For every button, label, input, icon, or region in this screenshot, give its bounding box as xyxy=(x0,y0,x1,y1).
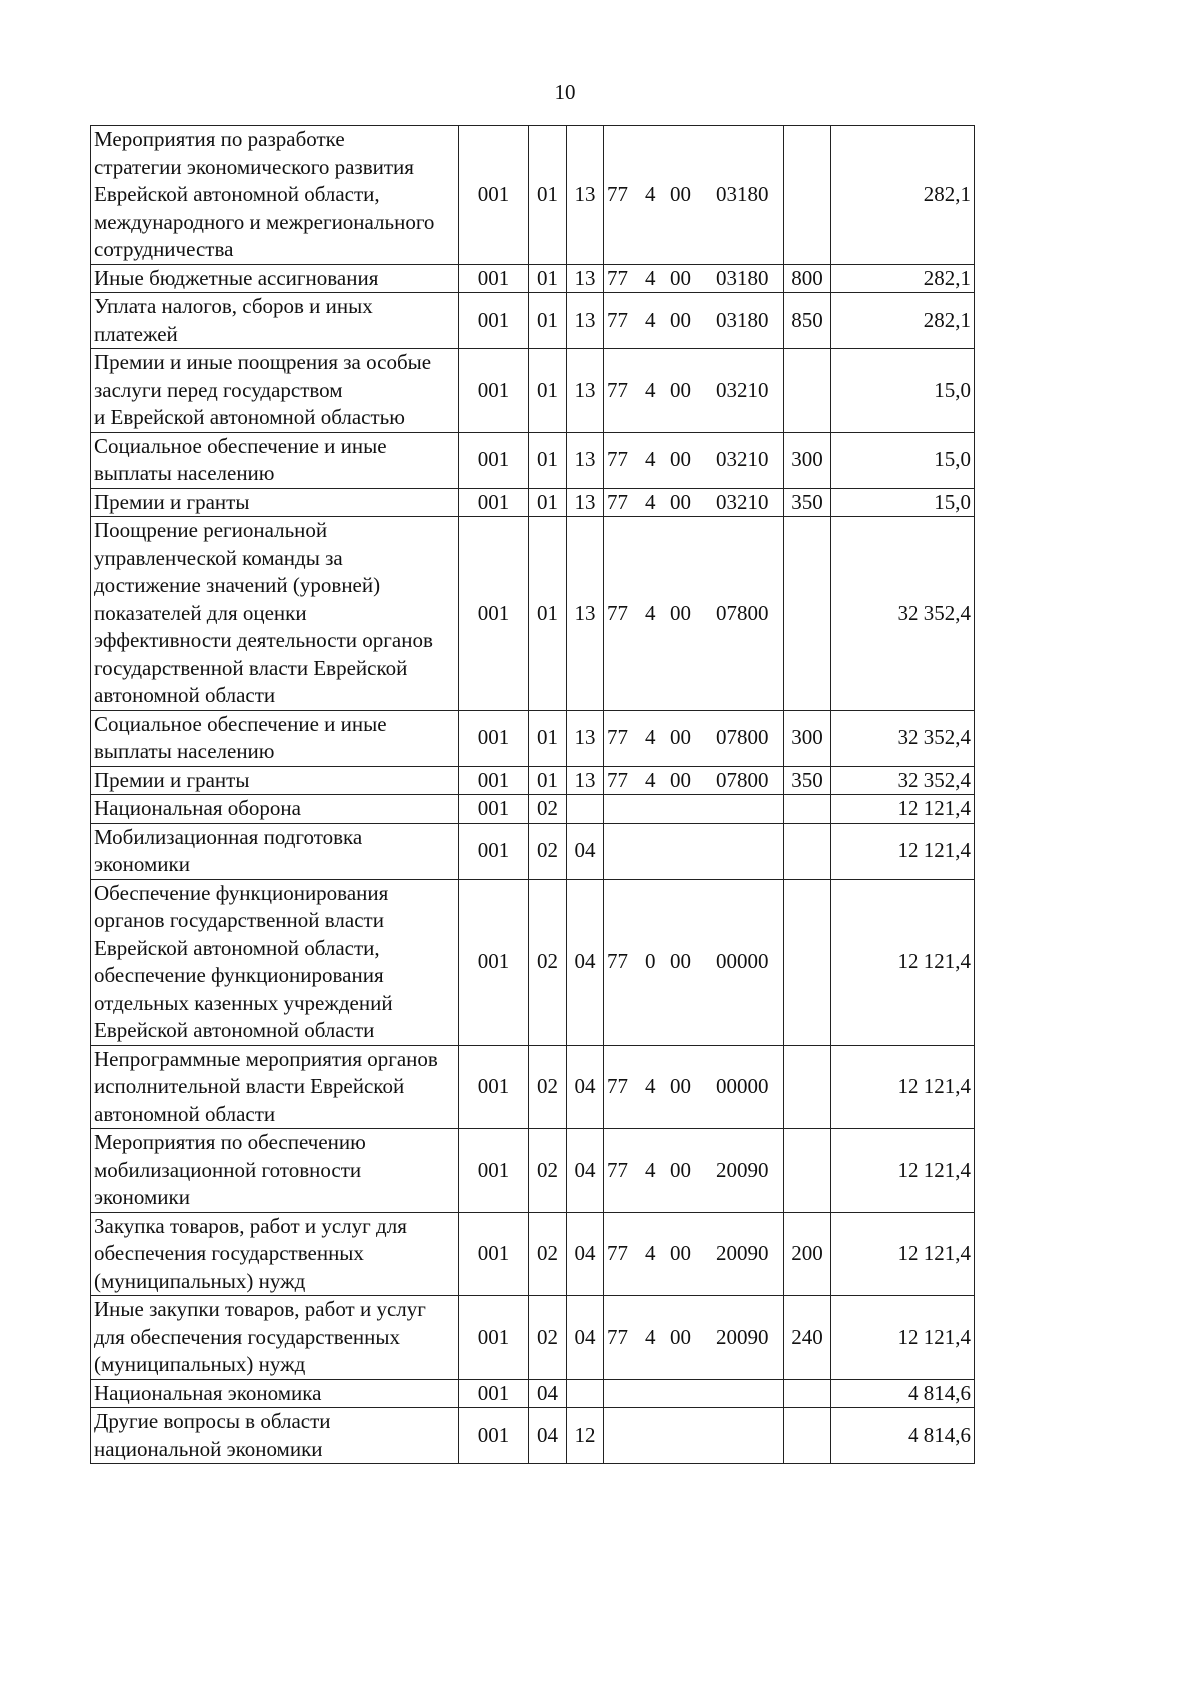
subsection-code-cell: 13 xyxy=(567,126,604,265)
target-article-part: 77 xyxy=(607,1324,628,1349)
section-code-cell: 01 xyxy=(529,264,567,293)
admin-code-cell: 001 xyxy=(459,823,529,879)
amount-cell: 12 121,4 xyxy=(831,879,975,1045)
target-article-cell xyxy=(604,710,784,766)
table-row xyxy=(91,293,975,349)
subsection-code-cell: 13 xyxy=(567,264,604,293)
target-article-part: 4 xyxy=(645,1324,656,1349)
expense-type-cell: 240 xyxy=(784,1296,831,1380)
item-name-cell xyxy=(91,126,459,265)
subsection-code-cell: 04 xyxy=(567,823,604,879)
target-article-cell xyxy=(604,488,784,517)
target-article-part: 20090 xyxy=(716,1241,769,1265)
table-row xyxy=(91,795,975,824)
admin-code-cell: 001 xyxy=(459,264,529,293)
target-article-part: 77 xyxy=(607,1157,628,1182)
amount-cell: 12 121,4 xyxy=(831,823,975,879)
admin-code-cell: 001 xyxy=(459,879,529,1045)
expense-type-cell xyxy=(784,1129,831,1213)
target-article-part: 07800 xyxy=(716,725,769,750)
target-article-part: 77 xyxy=(607,1074,628,1098)
expense-type-cell: 350 xyxy=(784,488,831,517)
subsection-code-cell: 13 xyxy=(567,766,604,795)
target-article-cell xyxy=(604,1212,784,1296)
item-name-line: достижение значений (уровней) xyxy=(94,573,381,597)
table-row xyxy=(91,1379,975,1408)
item-name-cell xyxy=(91,264,459,293)
amount-cell: 32 352,4 xyxy=(831,517,975,711)
admin-code-cell: 001 xyxy=(459,349,529,433)
admin-code-cell: 001 xyxy=(459,1379,529,1408)
target-article-part: 00 xyxy=(670,307,691,332)
section-code-cell: 01 xyxy=(529,766,567,795)
item-name-line: государственной власти Еврейской xyxy=(94,655,408,680)
admin-code-cell: 001 xyxy=(459,766,529,795)
section-code-cell: 04 xyxy=(529,1379,567,1408)
section-code-cell: 01 xyxy=(529,293,567,349)
target-article-part: 4 xyxy=(645,725,656,750)
target-article-part: 4 xyxy=(645,182,656,206)
target-article-part: 00000 xyxy=(716,1074,769,1098)
item-name-cell xyxy=(91,488,459,517)
target-article-part: 03180 xyxy=(716,307,769,332)
item-name-line: заслуги перед государством xyxy=(94,377,343,402)
subsection-code-cell: 04 xyxy=(567,1129,604,1213)
amount-cell: 12 121,4 xyxy=(831,1296,975,1380)
item-name-cell xyxy=(91,1045,459,1129)
target-article-cell xyxy=(604,766,784,795)
expense-type-cell xyxy=(784,1045,831,1129)
item-name-cell xyxy=(91,710,459,766)
expense-type-cell: 300 xyxy=(784,432,831,488)
item-name-line: Поощрение региональной xyxy=(94,518,328,542)
target-article-part: 00 xyxy=(670,1074,691,1098)
target-article-cell xyxy=(604,1379,784,1408)
expense-type-cell xyxy=(784,1379,831,1408)
target-article-cell xyxy=(604,432,784,488)
item-name-line: обеспечение функционирования xyxy=(94,963,384,987)
subsection-code-cell: 04 xyxy=(567,1045,604,1129)
item-name-line: Мероприятия по разработке xyxy=(94,127,345,151)
item-name-line: Непрограммные мероприятия органов xyxy=(94,1046,438,1071)
item-name-line: выплаты населению xyxy=(94,739,275,763)
target-article-part: 4 xyxy=(645,265,656,290)
subsection-code-cell: 04 xyxy=(567,1296,604,1380)
amount-cell: 15,0 xyxy=(831,349,975,433)
amount-cell: 12 121,4 xyxy=(831,1045,975,1129)
target-article-part: 77 xyxy=(607,949,628,974)
item-name-line: Обеспечение функционирования xyxy=(94,880,389,905)
target-article-part: 4 xyxy=(645,767,656,792)
subsection-code-cell: 13 xyxy=(567,710,604,766)
admin-code-cell: 001 xyxy=(459,1129,529,1213)
amount-cell: 4 814,6 xyxy=(831,1379,975,1408)
expense-type-cell xyxy=(784,823,831,879)
target-article-part: 4 xyxy=(645,447,656,472)
item-name-line: эффективности деятельности органов xyxy=(94,628,433,652)
item-name-line: Мероприятия по обеспечению xyxy=(94,1130,366,1154)
section-code-cell: 01 xyxy=(529,432,567,488)
target-article-part: 03180 xyxy=(716,182,769,206)
target-article-part: 03210 xyxy=(716,377,769,402)
target-article-part: 77 xyxy=(607,447,628,472)
item-name-line: платежей xyxy=(94,321,178,346)
item-name-line: автономной области xyxy=(94,1101,276,1126)
target-article-part: 4 xyxy=(645,1074,656,1098)
item-name-line: международного и межрегионального xyxy=(94,209,435,234)
target-article-cell xyxy=(604,1129,784,1213)
amount-cell: 12 121,4 xyxy=(831,1212,975,1296)
admin-code-cell: 001 xyxy=(459,1296,529,1380)
item-name-line: Национальная экономика xyxy=(94,1380,322,1405)
item-name-cell xyxy=(91,1296,459,1380)
table-row xyxy=(91,349,975,433)
item-name-cell xyxy=(91,1129,459,1213)
item-name-cell xyxy=(91,879,459,1045)
target-article-part: 77 xyxy=(607,265,628,290)
amount-cell: 15,0 xyxy=(831,488,975,517)
target-article-part: 77 xyxy=(607,600,628,625)
item-name-line: (муниципальных) нужд xyxy=(94,1268,306,1293)
target-article-part: 03210 xyxy=(716,447,769,472)
item-name-cell xyxy=(91,795,459,824)
target-article-part: 00 xyxy=(670,489,691,514)
table-row xyxy=(91,766,975,795)
amount-cell: 15,0 xyxy=(831,432,975,488)
table-row xyxy=(91,1045,975,1129)
section-code-cell: 02 xyxy=(529,1296,567,1380)
target-article-part: 4 xyxy=(645,307,656,332)
target-article-cell xyxy=(604,795,784,824)
item-name-cell xyxy=(91,432,459,488)
section-code-cell: 02 xyxy=(529,1045,567,1129)
target-article-part: 00 xyxy=(670,600,691,625)
item-name-line: экономики xyxy=(94,1185,190,1209)
table-row xyxy=(91,264,975,293)
expense-type-cell: 300 xyxy=(784,710,831,766)
item-name-line: и Еврейской автономной областью xyxy=(94,405,405,429)
target-article-part: 03210 xyxy=(716,489,769,514)
expense-type-cell xyxy=(784,349,831,433)
item-name-cell xyxy=(91,766,459,795)
table-row xyxy=(91,488,975,517)
expense-type-cell xyxy=(784,879,831,1045)
subsection-code-cell: 13 xyxy=(567,293,604,349)
subsection-code-cell xyxy=(567,1379,604,1408)
target-article-part: 20090 xyxy=(716,1324,769,1349)
table-row xyxy=(91,1212,975,1296)
table-row xyxy=(91,1408,975,1464)
expense-type-cell: 350 xyxy=(784,766,831,795)
amount-cell: 12 121,4 xyxy=(831,1129,975,1213)
admin-code-cell: 001 xyxy=(459,126,529,265)
admin-code-cell: 001 xyxy=(459,1045,529,1129)
admin-code-cell: 001 xyxy=(459,517,529,711)
amount-cell: 282,1 xyxy=(831,293,975,349)
target-article-part: 00 xyxy=(670,1241,691,1265)
item-name-line: автономной области xyxy=(94,683,276,707)
item-name-line: отдельных казенных учреждений xyxy=(94,990,393,1015)
target-article-part: 00 xyxy=(670,1157,691,1182)
section-code-cell: 02 xyxy=(529,795,567,824)
target-article-part: 00 xyxy=(670,265,691,290)
item-name-line: Еврейской автономной области, xyxy=(94,935,380,960)
section-code-cell: 01 xyxy=(529,126,567,265)
amount-cell: 12 121,4 xyxy=(831,795,975,824)
target-article-part: 4 xyxy=(645,377,656,402)
item-name-line: Еврейской автономной области, xyxy=(94,182,380,206)
target-article-cell xyxy=(604,823,784,879)
item-name-line: экономики xyxy=(94,852,190,876)
target-article-part: 00 xyxy=(670,767,691,792)
budget-table-body xyxy=(91,126,975,1464)
section-code-cell: 01 xyxy=(529,488,567,517)
item-name-line: национальной экономики xyxy=(94,1436,323,1461)
subsection-code-cell xyxy=(567,795,604,824)
subsection-code-cell: 13 xyxy=(567,432,604,488)
item-name-line: Иные закупки товаров, работ и услуг xyxy=(94,1297,426,1321)
table-row xyxy=(91,879,975,1045)
subsection-code-cell: 13 xyxy=(567,517,604,711)
target-article-cell xyxy=(604,349,784,433)
target-article-part: 00 xyxy=(670,377,691,402)
item-name-line: Иные бюджетные ассигнования xyxy=(94,265,379,290)
amount-cell: 282,1 xyxy=(831,264,975,293)
item-name-line: Уплата налогов, сборов и иных xyxy=(94,294,373,318)
item-name-line: Закупка товаров, работ и услуг для xyxy=(94,1213,407,1238)
item-name-cell xyxy=(91,517,459,711)
target-article-cell xyxy=(604,264,784,293)
table-row xyxy=(91,517,975,711)
target-article-part: 00 xyxy=(670,1324,691,1349)
expense-type-cell xyxy=(784,126,831,265)
subsection-code-cell: 13 xyxy=(567,488,604,517)
item-name-line: обеспечения государственных xyxy=(94,1241,364,1265)
item-name-line: Премии и иные поощрения за особые xyxy=(94,350,432,374)
section-code-cell: 04 xyxy=(529,1408,567,1464)
table-row xyxy=(91,823,975,879)
admin-code-cell: 001 xyxy=(459,710,529,766)
item-name-line: Другие вопросы в области xyxy=(94,1409,331,1433)
target-article-part: 07800 xyxy=(716,767,769,792)
target-article-part: 77 xyxy=(607,767,628,792)
table-row xyxy=(91,710,975,766)
amount-cell: 32 352,4 xyxy=(831,766,975,795)
target-article-part: 77 xyxy=(607,725,628,750)
target-article-part: 0 xyxy=(645,949,656,974)
expense-type-cell xyxy=(784,517,831,711)
target-article-part: 07800 xyxy=(716,600,769,625)
admin-code-cell: 001 xyxy=(459,795,529,824)
subsection-code-cell: 13 xyxy=(567,349,604,433)
target-article-part: 00 xyxy=(670,447,691,472)
item-name-line: Еврейской автономной области xyxy=(94,1018,375,1042)
item-name-line: Социальное обеспечение и иные xyxy=(94,433,387,458)
section-code-cell: 01 xyxy=(529,517,567,711)
section-code-cell: 01 xyxy=(529,349,567,433)
table-row xyxy=(91,432,975,488)
target-article-part: 4 xyxy=(645,1157,656,1182)
expense-type-cell: 200 xyxy=(784,1212,831,1296)
section-code-cell: 02 xyxy=(529,879,567,1045)
item-name-line: органов государственной власти xyxy=(94,908,384,932)
amount-cell: 4 814,6 xyxy=(831,1408,975,1464)
table-row xyxy=(91,1296,975,1380)
page-number: 10 xyxy=(554,80,576,104)
item-name-line: Премии и гранты xyxy=(94,767,250,792)
item-name-line: мобилизационной готовности xyxy=(94,1157,362,1182)
amount-cell: 282,1 xyxy=(831,126,975,265)
item-name-line: исполнительной власти Еврейской xyxy=(94,1074,405,1098)
table-row xyxy=(91,1129,975,1213)
target-article-part: 00 xyxy=(670,182,691,206)
subsection-code-cell: 04 xyxy=(567,879,604,1045)
target-article-cell xyxy=(604,1296,784,1380)
admin-code-cell: 001 xyxy=(459,488,529,517)
item-name-line: сотрудничества xyxy=(94,237,234,261)
subsection-code-cell: 12 xyxy=(567,1408,604,1464)
target-article-part: 4 xyxy=(645,489,656,514)
subsection-code-cell: 04 xyxy=(567,1212,604,1296)
target-article-part: 00 xyxy=(670,949,691,974)
item-name-cell xyxy=(91,1408,459,1464)
section-code-cell: 02 xyxy=(529,1129,567,1213)
item-name-line: для обеспечения государственных xyxy=(94,1324,400,1349)
item-name-line: Социальное обеспечение и иные xyxy=(94,711,387,736)
expense-type-cell xyxy=(784,795,831,824)
admin-code-cell: 001 xyxy=(459,1408,529,1464)
admin-code-cell: 001 xyxy=(459,432,529,488)
admin-code-cell: 001 xyxy=(459,293,529,349)
target-article-part: 77 xyxy=(607,377,628,402)
target-article-part: 77 xyxy=(607,489,628,514)
section-code-cell: 01 xyxy=(529,710,567,766)
item-name-cell xyxy=(91,293,459,349)
item-name-cell xyxy=(91,1212,459,1296)
item-name-cell xyxy=(91,823,459,879)
target-article-part: 00 xyxy=(670,725,691,750)
expense-type-cell: 850 xyxy=(784,293,831,349)
target-article-part: 00000 xyxy=(716,949,769,974)
target-article-part: 77 xyxy=(607,307,628,332)
target-article-part: 03180 xyxy=(716,265,769,290)
admin-code-cell: 001 xyxy=(459,1212,529,1296)
expense-type-cell: 800 xyxy=(784,264,831,293)
item-name-line: (муниципальных) нужд xyxy=(94,1352,306,1376)
section-code-cell: 02 xyxy=(529,1212,567,1296)
target-article-part: 77 xyxy=(607,1241,628,1265)
item-name-line: Национальная оборона xyxy=(94,796,301,820)
item-name-line: Премии и гранты xyxy=(94,489,250,514)
item-name-line: показателей для оценки xyxy=(94,600,307,625)
budget-table xyxy=(90,125,975,1464)
item-name-line: Мобилизационная подготовка xyxy=(94,824,363,849)
item-name-cell xyxy=(91,349,459,433)
target-article-cell xyxy=(604,879,784,1045)
section-code-cell: 02 xyxy=(529,823,567,879)
item-name-line: стратегии экономического развития xyxy=(94,154,414,179)
target-article-part: 4 xyxy=(645,600,656,625)
target-article-cell xyxy=(604,293,784,349)
amount-cell: 32 352,4 xyxy=(831,710,975,766)
table-row xyxy=(91,126,975,265)
target-article-cell xyxy=(604,126,784,265)
target-article-part: 4 xyxy=(645,1241,656,1265)
item-name-cell xyxy=(91,1379,459,1408)
item-name-line: управленческой команды за xyxy=(94,545,343,570)
target-article-cell xyxy=(604,1408,784,1464)
target-article-cell xyxy=(604,517,784,711)
target-article-cell xyxy=(604,1045,784,1129)
target-article-part: 20090 xyxy=(716,1157,769,1182)
item-name-line: выплаты населению xyxy=(94,461,275,485)
target-article-part: 77 xyxy=(607,182,628,206)
expense-type-cell xyxy=(784,1408,831,1464)
